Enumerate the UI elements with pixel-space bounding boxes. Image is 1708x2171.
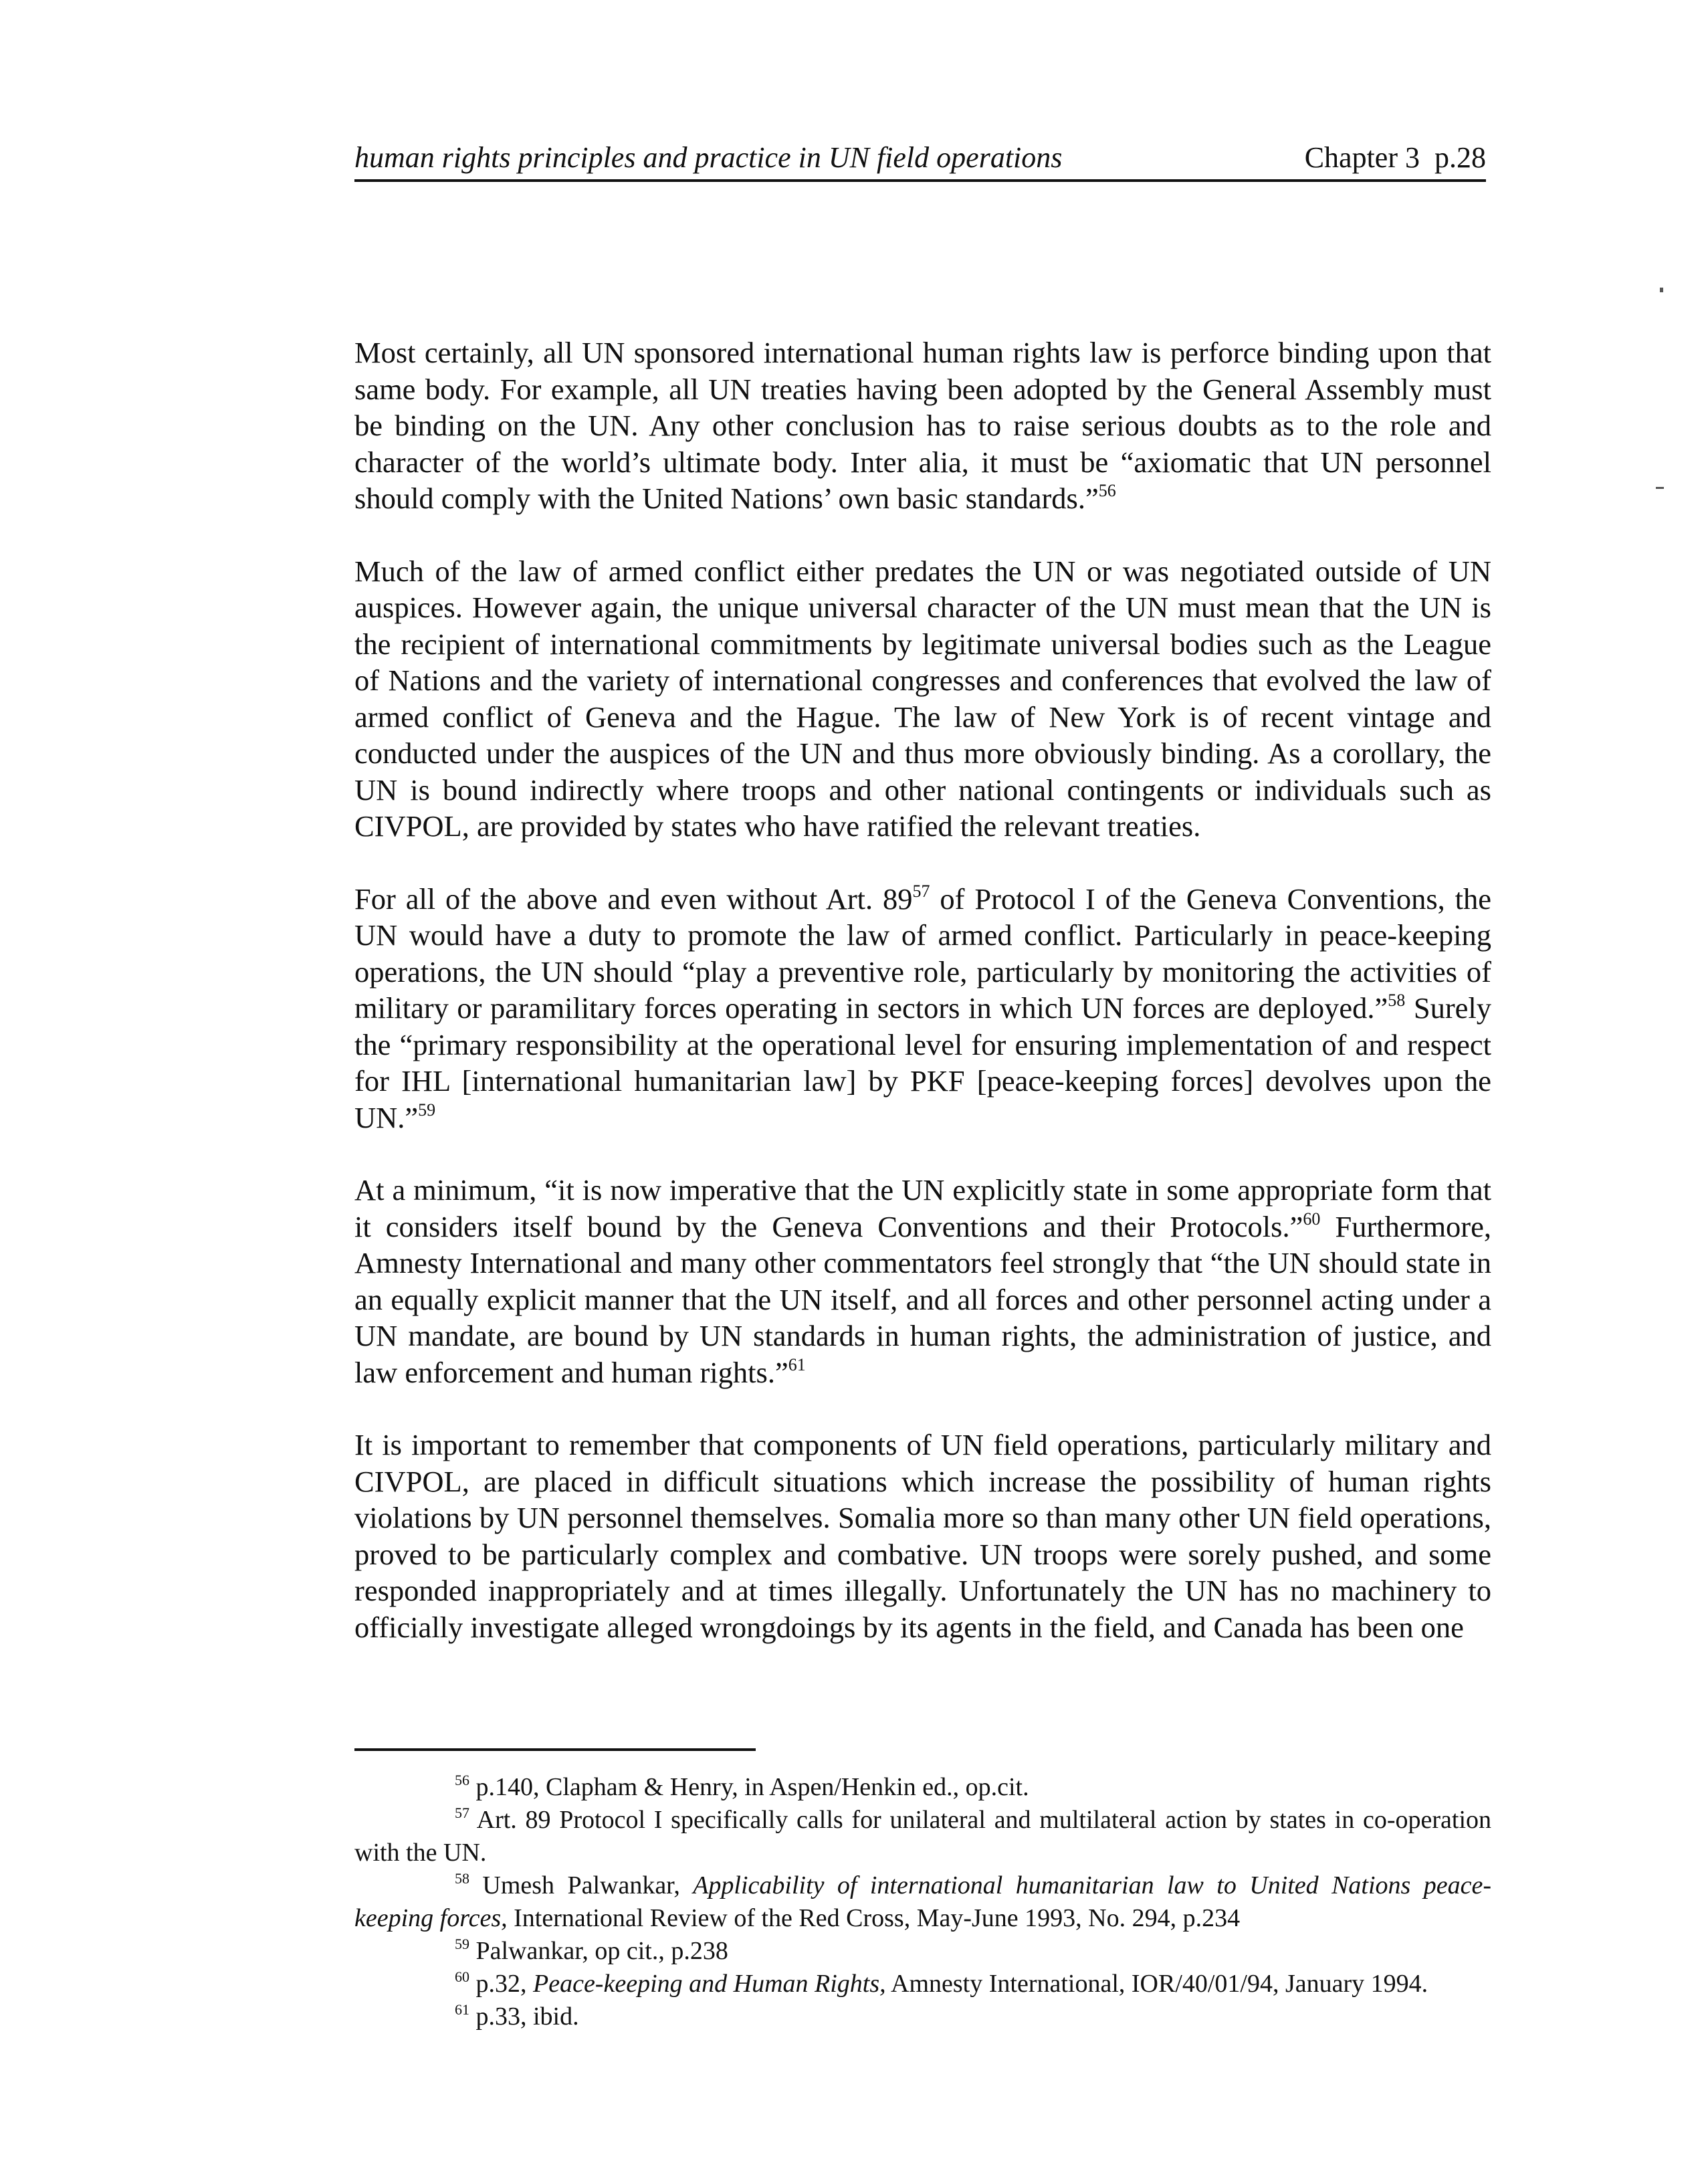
footnote-ref: 58 bbox=[455, 1870, 469, 1887]
footnote bbox=[354, 1771, 1491, 1804]
scan-speck bbox=[1660, 288, 1663, 292]
footnote-ref: 58 bbox=[1388, 991, 1406, 1010]
paragraph bbox=[354, 334, 1491, 517]
footnote-ref: 60 bbox=[1303, 1209, 1321, 1229]
footnote-ref: 56 bbox=[455, 1772, 469, 1788]
footnote-ref: 57 bbox=[912, 881, 930, 901]
footnote-ref: 57 bbox=[455, 1804, 469, 1821]
text-run: p.32, bbox=[469, 1970, 533, 1998]
text-run: Much of the law of armed conflict either predates the UN or was negotiated outside of UN auspices. However again, the unique universal character of the UN must mean that the UN is the recipient of international commitments by legitimate universal bodies such as the League of Nations and the variety of international congresses and conferences that evolved the law of armed conflict of Geneva and the Hague. The law of New York is of recent vintage and conducted under the auspices of the UN and thus more obviously binding. As a corollary, the UN is bound indirectly where troops and other national contingents or individuals such as CIVPOL, are provided by states who have ratified the relevant treaties. bbox=[354, 554, 1491, 843]
text-run: For all of the above and even without Art. 89 bbox=[354, 882, 913, 916]
citation-title: Applicability of international humanitarian law to United Nations peace-keeping forces, bbox=[354, 1871, 1491, 1932]
text-run: p.140, Clapham & Henry, in Aspen/Henkin ed., op.cit. bbox=[469, 1773, 1029, 1801]
running-title: human rights principles and practice in UN field operations bbox=[354, 141, 1063, 174]
text-run: It is important to remember that components of UN field operations, particularly military and CIVPOL, are placed in difficult situations which increase the possibility of human rights violations by UN personnel themselves. Somalia more so than many other UN field operations, proved to be particularly complex and combative. UN troops were sorely pushed, and some responded inappropriately and at times illegally. Unfortunately the UN has no machinery to officially investigate alleged wrongdoings by its agents in the field, and Canada has been one bbox=[354, 1428, 1491, 1644]
body-text bbox=[354, 334, 1491, 1681]
footnote bbox=[354, 1968, 1491, 2000]
text-run: Most certainly, all UN sponsored international human rights law is perforce binding upon that same body. For example, all UN treaties having been adopted by the General Assembly must be binding on the UN. Any other conclusion has to raise serious doubts as to the role and character of the world’s ultimate body. Inter alia, it must be “axiomatic that UN personnel should comply with the United Nations’ own basic standards.” bbox=[354, 336, 1491, 515]
footnote bbox=[354, 1935, 1491, 1968]
text-run: Art. 89 Protocol I specifically calls for unilateral and multilateral action by states in co-operation with the UN. bbox=[354, 1806, 1491, 1867]
footnotes bbox=[354, 1771, 1491, 2033]
text-run: International Review of the Red Cross, May-June 1993, No. 294, p.234 bbox=[507, 1904, 1241, 1932]
footnote bbox=[354, 1869, 1491, 1935]
text-run: Palwankar, op cit., p.238 bbox=[469, 1937, 728, 1965]
footnote-ref: 59 bbox=[418, 1100, 436, 1120]
footnote bbox=[354, 2000, 1491, 2033]
text-run: Amnesty International, IOR/40/01/94, January 1994. bbox=[885, 1970, 1428, 1998]
scan-speck bbox=[1656, 487, 1664, 489]
paragraph bbox=[354, 1172, 1491, 1390]
page-header bbox=[354, 139, 1486, 182]
footnote bbox=[354, 1804, 1491, 1869]
page-number: p.28 bbox=[1434, 141, 1486, 174]
text-run: Umesh Palwankar, bbox=[469, 1871, 693, 1899]
text-run: Surely the “primary responsibility at the operational level for ensuring implementation of and respect for IHL [international humanitarian law] by PKF [peace-keeping forces] devolves upon the UN.” bbox=[354, 991, 1492, 1134]
paragraph bbox=[354, 553, 1491, 845]
footnote-ref: 59 bbox=[455, 1936, 469, 1952]
chapter-label: Chapter 3 bbox=[1304, 141, 1420, 174]
text-run: of Protocol I of the Geneva Conventions, the UN would have a duty to promote the law of armed conflict. Particularly in peace-keeping operations, the UN should “play a preventive role, particularly by monitoring the activities of military or paramilitary forces operating in sectors in which UN forces are deployed.” bbox=[354, 882, 1491, 1025]
footnote-ref: 61 bbox=[455, 2001, 469, 2018]
footnote-ref: 60 bbox=[455, 1968, 469, 1985]
citation-title: Peace-keeping and Human Rights, bbox=[533, 1970, 886, 1998]
text-run: p.33, ibid. bbox=[469, 2002, 579, 2031]
paragraph bbox=[354, 1427, 1491, 1645]
footnote-ref: 61 bbox=[788, 1354, 806, 1374]
footnote-divider bbox=[354, 1748, 756, 1751]
footnote-ref: 56 bbox=[1098, 481, 1116, 500]
paragraph bbox=[354, 881, 1491, 1136]
text-run: Furthermore, Amnesty International and many other commentators feel strongly that “the UN should state in an equally explicit manner that the UN itself, and all forces and other personnel acting under a UN mandate, are bound by UN standards in human rights, the administration of justice, and law enforcement and human rights.” bbox=[354, 1209, 1492, 1389]
chapter-page-label bbox=[1305, 140, 1486, 175]
text-run: At a minimum, “it is now imperative that the UN explicitly state in some appropriate form that it considers itself bound by the Geneva Conventions and their Protocols.” bbox=[354, 1173, 1491, 1243]
